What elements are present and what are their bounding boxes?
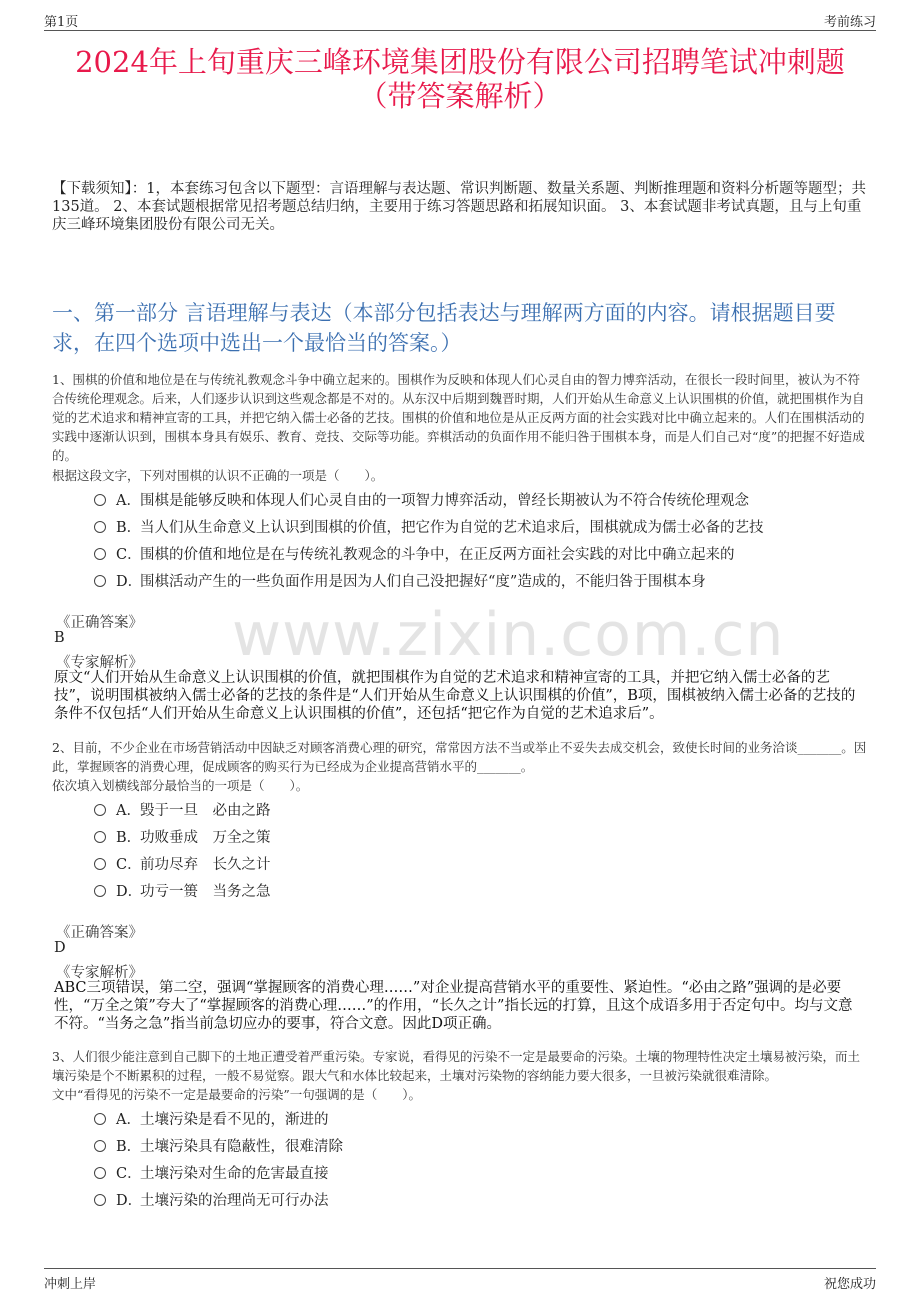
question-2-option-d[interactable]: D．功亏一篑 当务之急 <box>94 880 271 901</box>
page-footer <box>44 1268 876 1303</box>
question-2-stem: 2、目前，不少企业在市场营销活动中因缺乏对顾客消费心理的研究，常常因方法不当或举止不妥失去成交机会，致使长时间的业务洽谈_______。因此，掌握顾客的消费心理，促成顾客的购买行为已经成为企业提高营销水平的_______。 <box>52 740 867 774</box>
radio-icon[interactable] <box>94 1113 106 1125</box>
radio-icon[interactable] <box>94 1140 106 1152</box>
question-1-option-d[interactable]: D．围棋活动产生的一些负面作用是因为人们自己没把握好“度”造成的，不能归咎于围棋本身 <box>94 570 706 591</box>
question-2-prompt: 依次填入划横线部分最恰当的一项是（ ）。 <box>52 778 309 793</box>
radio-icon[interactable] <box>94 494 106 506</box>
question-1-answer: B <box>54 630 65 646</box>
radio-icon[interactable] <box>94 575 106 587</box>
radio-icon[interactable] <box>94 1194 106 1206</box>
question-3-stem: 3、人们很少能注意到自己脚下的土地正遭受着严重污染。专家说，看得见的污染不一定是最要命的污染。土壤的物理特性决定土壤易被污染，而土壤污染是个不断累积的过程，一般不易觉察。跟大气和水体比较起来，土壤对污染物的容纳能力要大很多，一旦被污染就很难清除。 <box>52 1049 860 1083</box>
question-1-option-c[interactable]: C．围棋的价值和地位是在与传统礼教观念的斗争中，在正反两方面社会实践的对比中确立起来的 <box>94 543 735 564</box>
question-2-option-a[interactable]: A．毁于一旦 必由之路 <box>94 799 271 820</box>
radio-icon[interactable] <box>94 1167 106 1179</box>
radio-icon[interactable] <box>94 548 106 560</box>
question-3-option-d[interactable]: D．土壤污染的治理尚无可行办法 <box>94 1189 329 1210</box>
answer-label: 《正确答案》 <box>56 925 143 941</box>
question-2-option-c[interactable]: C．前功尽弃 长久之计 <box>94 853 271 874</box>
page-header <box>44 0 876 31</box>
watermark: www.zixin.com.cn <box>232 600 785 670</box>
analysis-label: 《专家解析》 <box>56 655 143 671</box>
question-1-option-a[interactable]: A．围棋是能够反映和体现人们心灵自由的一项智力博弈活动，曾经长期被认为不符合传统伦理观念 <box>94 489 749 510</box>
radio-icon[interactable] <box>94 858 106 870</box>
header-tag: 考前练习 <box>823 15 876 30</box>
question-2-option-b[interactable]: B．功败垂成 万全之策 <box>94 826 271 847</box>
answer-label: 《正确答案》 <box>56 615 143 631</box>
question-3-option-c[interactable]: C．土壤污染对生命的危害最直接 <box>94 1162 329 1183</box>
page-title: 2024年上旬重庆三峰环境集团股份有限公司招聘笔试冲刺题 <box>75 45 845 79</box>
section-heading: 一、第一部分 言语理解与表达（本部分包括表达与理解两方面的内容。请根据题目要求，在四个选项中选出一个最恰当的答案。） <box>52 301 836 355</box>
radio-icon[interactable] <box>94 885 106 897</box>
radio-icon[interactable] <box>94 831 106 843</box>
radio-icon[interactable] <box>94 804 106 816</box>
analysis-label: 《专家解析》 <box>56 965 143 981</box>
radio-icon[interactable] <box>94 521 106 533</box>
page-number: 第1页 <box>44 15 79 30</box>
question-3-prompt: 文中“看得见的污染不一定是最要命的污染”一句强调的是（ ）。 <box>52 1087 422 1102</box>
question-1-analysis: 原文“人们开始从生命意义上认识围棋的价值，就把围棋作为自觉的艺术追求和精神宣寄的工具，并把它纳入儒士必备的艺技”，说明围棋被纳入儒士必备的艺技的条件是“人们开始从生命意义上认识围棋的价值”，B项，围棋被纳入儒士必备的艺技的条件不仅包括“人们开始从生命意义上认识围棋的价值”，还包括“把它作为自觉的艺术追求后”。 <box>54 670 856 722</box>
question-1-stem: 1、围棋的价值和地位是在与传统礼教观念斗争中确立起来的。围棋作为反映和体现人们心灵自由的智力博弈活动，在很长一段时间里，被认为不符合传统伦理观念。后来，人们逐步认识到这些观念都是不对的。从东汉中后期到魏晋时期，人们开始从生命意义上认识围棋的价值，就把围棋作为自觉的艺术追求和精神宣寄的工具，并把它纳入儒士必备的艺技。围棋的价值和地位是从正反两方面的社会实践对比中确立起来的。人们在围棋活动的实践中逐渐认识到，围棋本身具有娱乐、教育、竞技、交际等功能。弈棋活动的负面作用不能归咎于围棋本身，而是人们自己对“度”的把握不好造成的。 <box>52 372 865 463</box>
footer-left: 冲刺上岸 <box>44 1277 97 1292</box>
question-3-option-a[interactable]: A．土壤污染是看不见的，渐进的 <box>94 1108 329 1129</box>
question-1-prompt: 根据这段文字，下列对围棋的认识不正确的一项是（ ）。 <box>52 468 384 483</box>
download-notice: 【下载须知】：1，本套练习包含以下题型：言语理解与表达题、常识判断题、数量关系题、判断推理题和资料分析题等题型；共135道。 2、本套试题根据常见招考题总结归纳，主要用于练习答题思路和拓展知识面。 3、本套试题非考试真题，且与上旬重庆三峰环境集团股份有限公司无关。 <box>52 181 866 233</box>
question-3-option-b[interactable]: B．土壤污染具有隐蔽性，很难清除 <box>94 1135 343 1156</box>
footer-right: 祝您成功 <box>823 1277 876 1292</box>
question-1-option-b[interactable]: B．当人们从生命意义上认识到围棋的价值，把它作为自觉的艺术追求后，围棋就成为儒士必备的艺技 <box>94 516 764 537</box>
question-2-analysis: ABC三项错误，第二空，强调“掌握顾客的消费心理……”对企业提高营销水平的重要性、紧迫性。“必由之路”强调的是必要性，“万全之策”夸大了“掌握顾客的消费心理……”的作用，“长久之计”指长远的打算，且这个成语多用于否定句中。均与文意不符。“当务之急”指当前急切应办的要事，符合文意。因此D项正确。 <box>54 980 853 1032</box>
question-2-answer: D <box>54 940 66 956</box>
page-subtitle: （带答案解析） <box>358 79 562 113</box>
